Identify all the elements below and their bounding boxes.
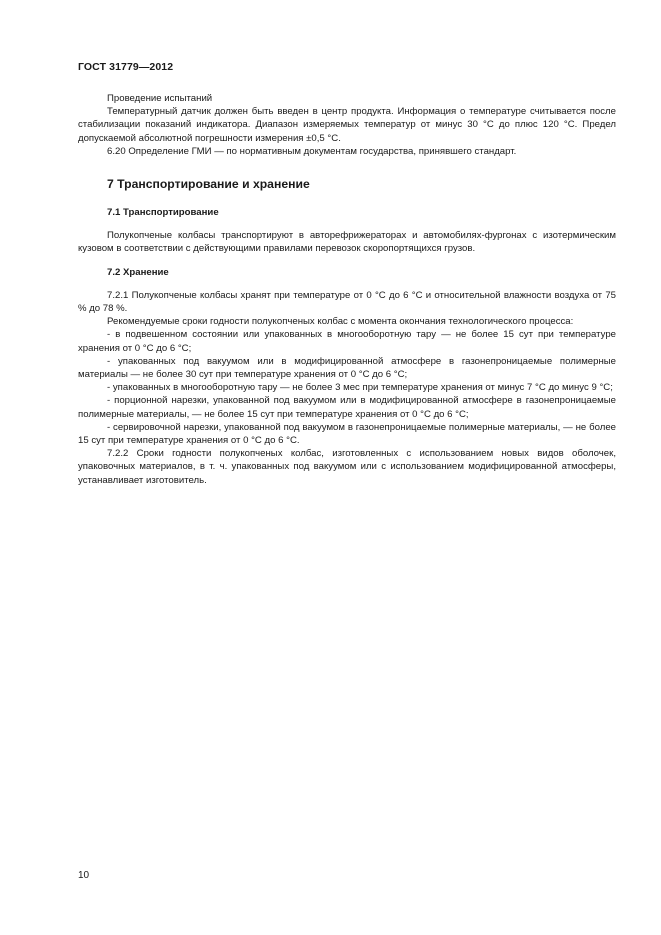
paragraph-shelf-life-intro: Рекомендуемые сроки годности полукопченых колбас с момента окончания технологического процесса: xyxy=(107,316,574,328)
list-item: - в подвешенном состоянии или упакованных в многооборотную тару — не более 15 сут при температуре хранения от 0 °С до 6 °С; xyxy=(78,329,616,354)
paragraph-6-20: 6.20 Определение ГМИ — по нормативным документам государства, принявшего стандарт. xyxy=(107,145,517,157)
list-item: - упакованных под вакуумом или в модифицированной атмосфере в газонепроницаемые полимерные материалы — не более 30 сут при температуре хранения от 0 °С до 6 °С; xyxy=(78,355,616,381)
paragraph-7-2-2: 7.2.2 Сроки годности полукопченых колбас, изготовленных с использованием новых видов оболочек, упаковочных материалов, в т. ч. упакованных под вакуумом или с использованием модифицированной атмосферы, устанавливает изготовитель. xyxy=(78,448,616,486)
paragraph-7-1-transport: Полукопченые колбасы транспортируют в авторефрижераторах и автомобилях-фургонах с изотермическим кузовом в соответствии с действующими правилами перевозок скоропортящихся грузов. xyxy=(78,230,616,255)
document-body xyxy=(78,92,616,487)
section-7-title: 7 Транспортирование и хранение xyxy=(107,177,310,192)
document-header: ГОСТ 31779—2012 xyxy=(78,61,174,73)
subsection-7-1-title: 7.1 Транспортирование xyxy=(107,207,219,219)
list-item: - порционной нарезки, упакованной под вакуумом или в модифицированной атмосфере в газонепроницаемые полимерные материалы, — не более 15 сут при температуре хранения от 0 °С до 6 °С; xyxy=(78,395,616,420)
list-item: - сервировочной нарезки, упакованной под вакуумом в газонепроницаемые полимерные материалы, — не более 15 сут при температуре хранения от 0 °С до 6 °С. xyxy=(78,421,616,447)
page-number: 10 xyxy=(78,870,90,881)
paragraph-temperature-sensor: Температурный датчик должен быть введен в центр продукта. Информация о температуре считывается после стабилизации показаний индикатора. Диапазон измеряемых температур от минус 30 °С до плюс 120 °С. Предел допускаемой абсолютной погрешности измерения ±0,5 °С. xyxy=(78,106,616,144)
paragraph-testing-title: Проведение испытаний xyxy=(107,93,213,104)
subsection-7-2-title: 7.2 Хранение xyxy=(107,266,169,278)
paragraph-7-2-1: 7.2.1 Полукопченые колбасы хранят при температуре от 0 °С до 6 °С и относительной влажности воздуха от 75 % до 78 %. xyxy=(78,289,616,315)
list-item: - упакованных в многооборотную тару — не более 3 мес при температуре хранения от минус 7 °С до минус 9 °С; xyxy=(107,382,613,394)
